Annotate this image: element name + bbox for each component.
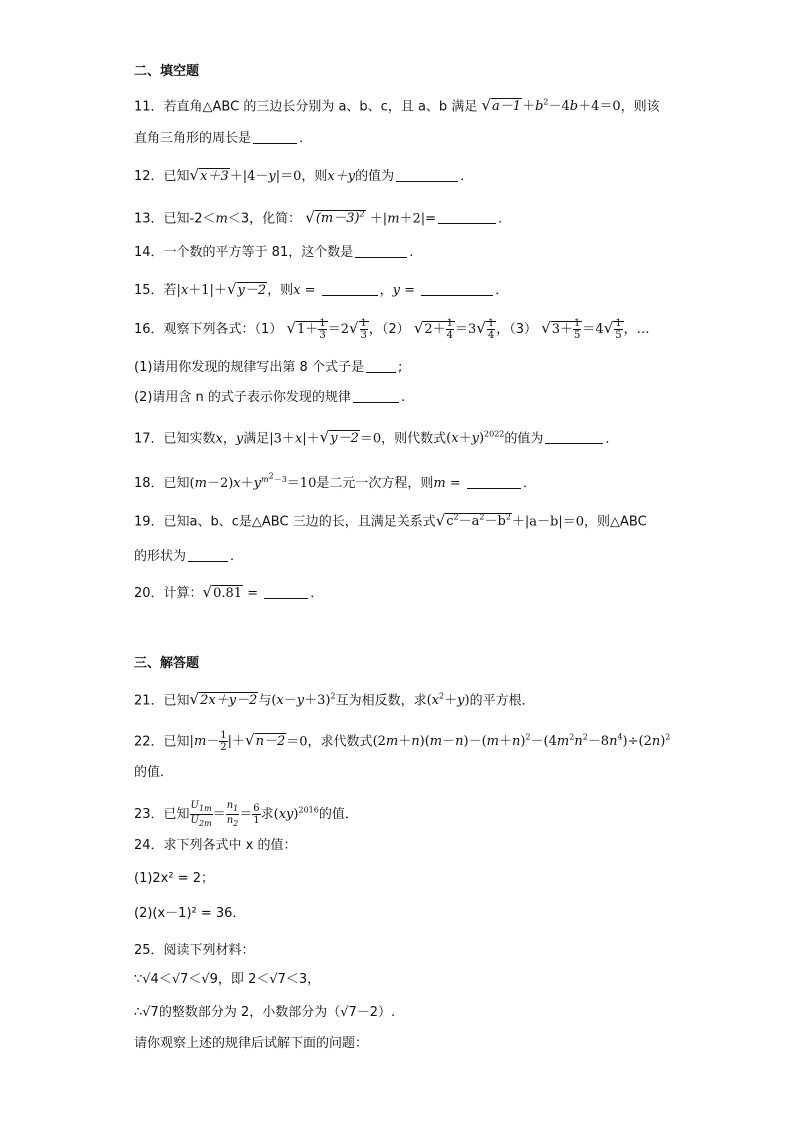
question-16: 16．观察下列各式：（1） √1＋ $\frac{1}{3}$ ＝2√ $\frac{1}{3}$ ，（2） √2＋ $\frac{1}{4}$ ＝3√ $\frac{1}{4}$ ，（3） √3＋ $\frac{1}{5}$ ＝4√ $\frac{1}{5}$ ，… (134, 318, 650, 341)
question-21: 21．已知√2x＋y－2与$(x-y+3)^2$互为相反数，求$(x^2+y)$的平方根． (134, 690, 535, 709)
question-24-part-2: (2)(x－1)² = 36． (134, 906, 246, 921)
question-14: 14．一个数的平方等于 81，这个数是 . (134, 245, 414, 260)
answer-blank-x[interactable] (322, 283, 378, 296)
math-sqrt: √a－1 (481, 96, 522, 115)
question-24-part-1: (1)2x² = 2； (134, 871, 215, 886)
question-22-cont: 的值． (134, 765, 174, 780)
question-25-line-2: ∴√7的整数部分为 2，小数部分为（√7－2）. (134, 1005, 396, 1020)
answer-blank[interactable] (396, 169, 458, 182)
answer-blank[interactable] (467, 476, 521, 489)
question-25-line-3: 请你观察上述的规律后试解下面的问题： (134, 1036, 369, 1051)
answer-blank[interactable] (253, 131, 297, 144)
question-11: 11．若直角△ABC 的三边长分别为 a、b、c，且 a、b 满足 $√a-1+b^2-4b+4=0$，则该 (134, 96, 660, 115)
question-18: 18．已知$(m-2)x+y^{m^2-3}=10$是二元一次方程，则m = ． (134, 471, 536, 491)
question-13: 13．已知-2＜m＜3，化简： $√(m-3)^2 +|m+2|=$ . (134, 208, 503, 227)
answer-blank[interactable] (264, 586, 308, 599)
question-19-cont: 的形状为 ． (134, 549, 244, 564)
question-17: 17．已知实数x，y满足|3＋x|＋√y－2＝0，则代数式$(x+y)^{2022}$的值为 ． (134, 428, 619, 447)
answer-blank[interactable] (353, 390, 399, 403)
question-24: 24．求下列各式中 x 的值： (134, 838, 297, 853)
question-16-part-1: (1)请用你发现的规律写出第 8 个式子是 ; (134, 360, 403, 375)
question-15: 15．若|x＋1|＋√y－2，则x = ，y = ． (134, 280, 509, 298)
question-11-cont: 直角三角形的周长是 ． (134, 131, 313, 146)
answer-blank[interactable] (366, 360, 396, 373)
question-22: 22．已知|m－ $\frac{1}{2}$ |＋√n－2＝0，求代数式$(2m+n)(m-n)-(m+n)^2-(4m^2n^2-8n^4)\div(2n)^2$ (134, 730, 671, 754)
question-19: 19．已知a、b、c是△ABC 三边的长，且满足关系式$√c^2-a^2-b^2+|a-b|=0$，则△ABC (134, 511, 647, 530)
section-title-solutions: 三、解答题 (134, 656, 200, 671)
answer-blank[interactable] (355, 245, 407, 258)
question-25-line-1: ∵√4＜√7＜√9，即 2＜√7＜3， (134, 972, 321, 987)
answer-blank[interactable] (188, 549, 228, 562)
question-25: 25．阅读下列材料： (134, 943, 255, 958)
answer-blank-y[interactable] (421, 283, 493, 296)
question-23: 23．已知 $\frac{U_{1m}}{U_{2m}}$ ＝ $\frac{n_1}{n_2}$ ＝ $\frac{6}{1}$ 求(xy)$^{2016}$的值． (134, 800, 358, 828)
question-16-part-2: (2)请用含 n 的式子表示你发现的规律 . (134, 390, 406, 405)
section-title-fill-in: 二、填空题 (134, 64, 200, 79)
question-12: 12．已知√x＋3＋|4－y|＝0，则x＋y的值为 ． (134, 166, 474, 184)
question-20: 20．计算：√0.81 = ． (134, 583, 324, 601)
answer-blank[interactable] (438, 211, 496, 224)
answer-blank[interactable] (545, 431, 603, 444)
